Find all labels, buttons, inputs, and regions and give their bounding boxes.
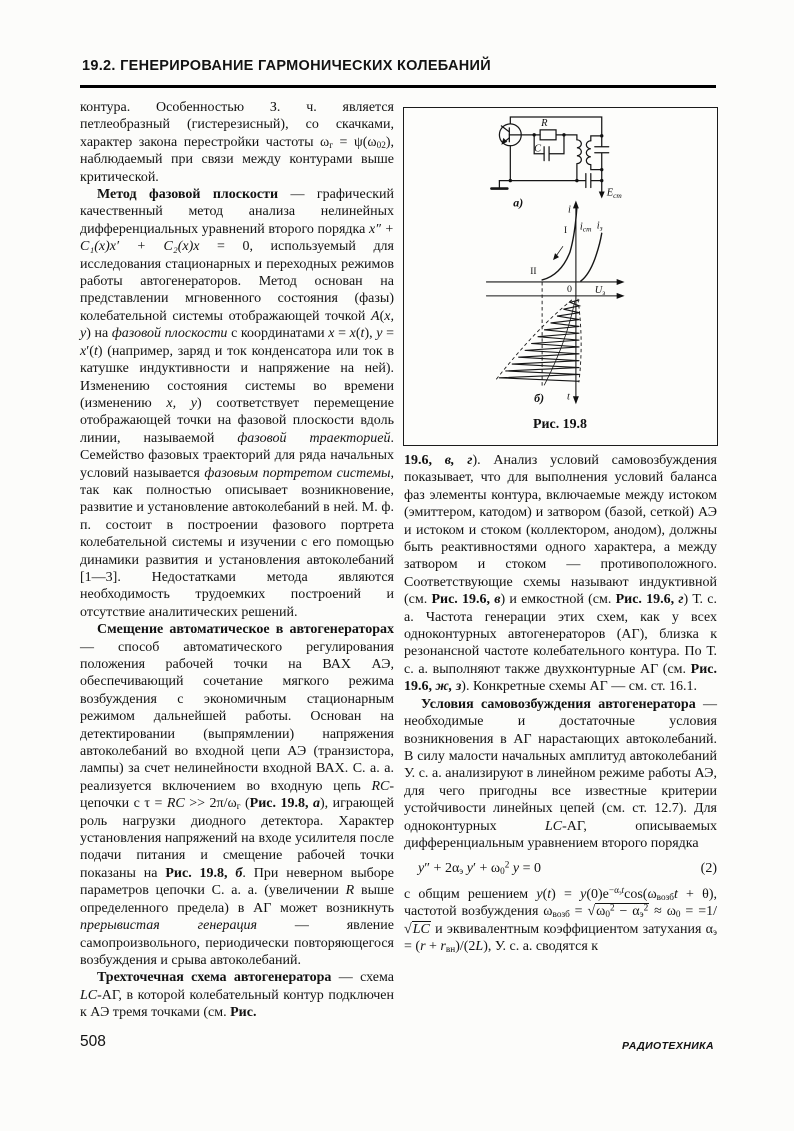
transformer-primary-coil [564,135,581,181]
paragraph: 19.6, в, г). Анализ условий самовозбуждения показывает, что для выполнения условий баланса фаз элементы контура, включаемые между истоком (эмиттером, катодом) и затвором (базой, сеткой) АЭ и истоком и стоком (коллектором, анодом), должны быть реактивностями одного характера, а между затвором и стоком — противоположного. Соответствующие схемы называют индуктивной (см. Рис. 19.6, в) и емкостной (см. Рис. 19.6, г) Т. с. а. Частота генерации этих схем, как у всех одноконтурных автогенераторов (АГ), близка к резонансной частоте колебательного контура. По Т. с. а. выполняют также двухконтурные АГ (см. Рис. 19.6, ж, з). Конкретные схемы АГ — см. ст. 16.1. [404,453,717,695]
supply-voltage-label: $E_{ст}$ [606,187,622,200]
equation-number: (2) [700,861,717,877]
paragraph: Смещение автоматическое в автогенераторах — способ автоматического регулирования положения рабочей точки на ВАХ АЭ, обеспечивающий сочетание мягкого режима возбуждения с экономичным стационарным режимом дальнейшей работы. Основан на детектировании (выпрямлении) напряжения автоколебаний во входной цепи АЭ (транзистора, лампы) за счет нелинейности входной ВАХ. С. а. а. реализуется включением во входную цепь RC-цепочки с τ = RC >> 2π/ωг (Рис. 19.8, а), играющей роль нагрузки диодного детектора. Характер установления напряжений на входе усилителя после подачи питания и смещение рабочей точки показаны на Рис. 19.8, б. При неверном выборе параметров цепочки С. а. а. (увеличении R выше определенного предела) в АГ может возникнуть прерывистая генерация — явление самопроизвольного, периодически повторяющегося возбуждения и срыва автоколебаний. [80,622,395,968]
running-footer: РАДИОТЕХНИКА [621,1040,714,1052]
transient-graph [486,200,624,405]
paragraph: Метод фазовой плоскости — графический качественный метод анализа нелинейных дифференциальных уравнений второго порядка x″ + C₁(x)x′ + C₂(x)x = 0, используемый для исследования стационарных и переходных режимов работы автогенераторов. Метод основан на представлении мгновенного состояния (фазы) колебательной системы отображающей точкой A(x, y) на фазовой плоскости с координатами x = x(t), y = x′(t) (например, заряд и ток конденсатора или ток в катушке индуктивности и напряжение на ней). Изменению состояния системы во времени (изменению x, y) соответствует перемещение отображающей точки на фазовой плоскости вдоль линии, называемой фазовой траекторией. Семейство фазовых траекторий для ряда начальных условий называется фазовым портретом системы, так как полностью описывает возникновение, развитие и установление автоколебаний в ней. М. ф. п. состоит в построении фазового портрета колебательной системы и изучении с его помощью динамики развития и установления автоколебаний [1—3]. Недостатками метода являются необходимость трудоемких построений и отсутствие аналитических решений. [80,187,395,620]
subfigure-b-label: б) [534,391,545,406]
curve-ict [542,207,577,280]
curve-ict-label: $i_{ст}$ [579,221,592,234]
equation: y″ + 2αэ $y' + \omega 0^2$ y = 0 (2) [418,859,717,877]
column-right [404,452,717,955]
blocking-capacitor-symbol [499,174,601,188]
transistor-symbol [499,124,534,181]
paragraph: с общим решением $y(t) = y(0)e^{-\alpha эt}\cos(\omega возбt + \theta)$, частотой возбуждения ωвозб = $√\omega 0^2 - \alpha э^2 \approx \omega 0 = =1/√LC$ и эквивалентным коэффициентом затухания αэ = (r + rвн)/(2L), У. с. а. сводятся к [404,885,718,955]
figure-19-8-drawing [404,108,717,445]
oscillogram-wave [499,300,579,381]
section-header: 19.2. ГЕНЕРИРОВАНИЕ ГАРМОНИЧЕСКИХ КОЛЕБАНИЙ [82,58,491,74]
axis-label-u3: $U_з$ [594,284,606,298]
tank-capacitor-symbol [595,136,609,181]
oscillator-circuit-schematic [491,117,622,209]
subfigure-a-label: а) [513,195,524,210]
figure-19-8 [403,107,718,446]
paragraph: Трехточечная схема автогенератора — схема LC-АГ, в которой колебательный контур подключен к АЭ тремя точками (см. Рис. [80,970,394,1021]
origin-label: 0 [566,283,572,295]
paragraph: контура. Особенностью З. ч. является петлеобразный (гистерезисный), со скачками, характер закона перестройки частоты ωг = ψ(ω02), наблюдаемый при связи между контурами выше критической. [80,100,394,185]
curve-i3-label: $i_з$ [596,220,603,233]
supply-voltage-arrow [599,181,605,199]
ground-icon [491,181,507,189]
column-left [80,99,394,1022]
header-rule [80,85,716,88]
resistor-label: R [541,117,548,129]
page-number: 508 [80,1033,106,1050]
axis-label-t: t [566,391,570,403]
point-I-label: I [563,226,568,237]
bias-shift-arrow [556,246,563,256]
curve-i3 [581,233,602,281]
paragraph: Условия самовозбуждения автогенератора — необходимые и достаточные условия возникновения в АГ нарастающих автоколебаний. В силу малости начальных амплитуд автоколебаний У. с. а. анализируют в линейном режиме работы АЭ, для чего пригодны все известные критерии устойчивости линейных цепей (см. ст. 12.7). Для одноконтурных LC-АГ, описываемых дифференциальным уравнением второго порядка [404,696,718,851]
resistor-symbol [534,130,564,140]
point-II-label: II [530,267,537,278]
figure-caption: Рис. 19.8 [533,417,587,433]
axis-label-i: i [567,204,571,216]
capacitor-label: C [534,143,542,155]
